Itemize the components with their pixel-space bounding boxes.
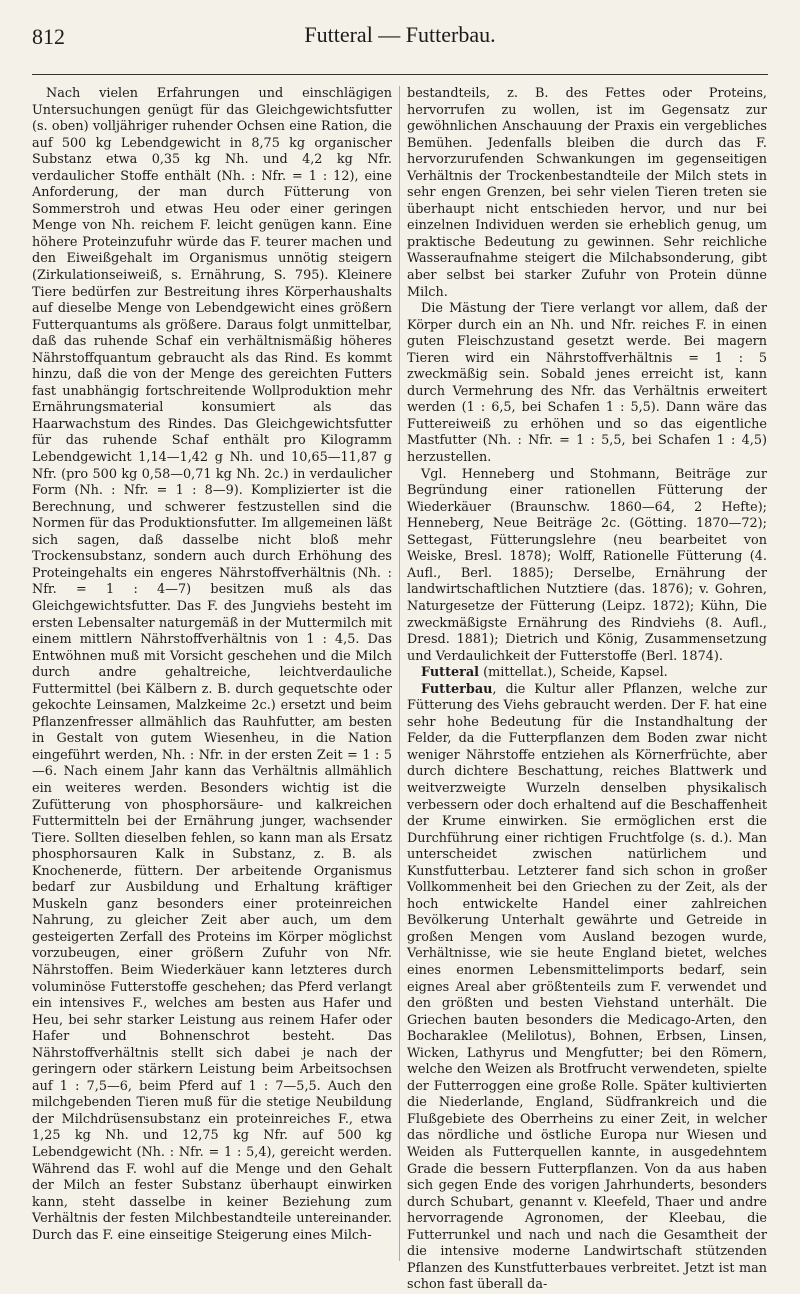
paragraph-continuation: bestandteils, z. B. des Fettes oder Proteins, hervorrufen zu wollen, ist im Gegensatz zur gewöhnlichen Anschauung der Praxis ein vergebliches Bemühen. Jedenfalls bleiben die durch das F. hervorzurufenden Schwankungen im gegenseitigen Verhältnis der Trockenbestandteile der Milch stets in sehr engen Grenzen, bei sehr vielen Tieren treten sie überhaupt nicht entschieden hervor, und nur bei einzelnen Individuen werden sie erheblich genug, um praktische Bedeutung zu gewinnen. Sehr reichliche Wasseraufnahme steigert die Milchabsonderung, gibt aber selbst bei starker Zufuhr von Protein dünne Milch.	[407, 86, 767, 300]
entry-futterbau-body: , die Kultur aller Pflanzen, welche zur Fütterung des Viehs gebraucht werden. Der F. hat eine sehr hohe Bedeutung für die Instandhaltung der Felder, da die Futterpflanzen dem Boden zwar nicht weniger Nährstoffe entziehen als Körnerfrüchte, aber durch dichtere Beschattung, reiches Blattwerk und weitverzweigte Wurzeln denselben physikalisch verbessern oder doch erhaltend auf die Beschaffenheit der Krume einwirken. Sie ermöglichen erst die Durchführung einer richtigen Fruchtfolge (s. d.). Man unterscheidet zwischen natürlichem und Kunstfutterbau. Letzterer fand sich schon in großer Vollkommenheit bei den Griechen zu der Zeit, als der hoch entwickelte Handel einer zahlreichen Bevölkerung Unterhalt gewährte und Getreide in großen Mengen vom Ausland bezogen wurde, Verhältnisse, wie sie heute England bietet, welches eines enormen Lebensmittelimports bedarf, sein eignes Areal aber größtenteils zum F. verwendet und den größten und besten Viehstand unterhält. Die Griechen bauten besonders die Medicago-Arten, den Bocharaklee (Melilotus), Bohnen, Erbsen, Linsen, Wicken, Lathyrus und Mengfutter; bei den Römern, welche den Weizen als Brotfrucht verwendeten, spielte der Futterroggen eine große Rolle. Später kultivierten die Niederlande, England, Südfrankreich und die Flußgebiete des Oberrheins zu einer Zeit, in welcher das nördliche und östliche Europa nur Wiesen und Weiden als Futterquellen kannte, in ausgedehntem Grade die bessern Futterpflanzen. Von da aus haben sich gegen Ende des vorigen Jahrhunderts, besonders durch Schubart, genannt v. Kleefeld, Thaer und andre hervorragende Agronomen, der Kleebau, die Futterrunkel und nach und nach die Gesamtheit der die intensive moderne Landwirtschaft stützenden Pflanzen des Kunstfutterbaues verbreitet. Jetzt ist man schon fast überall da-	[407, 681, 767, 1293]
page-header	[32, 14, 768, 54]
entry-futteral-body: (mittellat.), Scheide, Kapsel.	[479, 665, 668, 681]
header-rule	[32, 74, 768, 75]
paragraph-feeding-norms: Nach vielen Erfahrungen und einschlägigen Untersuchungen genügt für das Gleichgewichtsfutter (s. oben) volljähriger ruhender Ochsen eine Ration, die auf 500 kg Lebendgewicht in 8,75 kg organischer Substanz etwa 0,35 kg Nh. und 4,2 kg Nfr. verdaulicher Stoffe enthält (Nh. : Nfr. = 1 : 12), eine Anforderung, der man durch Fütterung von Sommerstroh und etwas Heu oder einer geringen Menge von Nh. reichem F. leicht genügen kann. Eine höhere Proteinzufuhr würde das F. teurer machen und den Eiweißgehalt im Organismus unnötig steigern (Zirkulationseiweiß, s. Ernährung, S. 795). Kleinere Tiere bedürfen zur Bestreitung ihres Körperhaushalts auf dieselbe Menge von Lebendgewicht eines größern Futterquantums als größere. Daraus folgt unmittelbar, daß das ruhende Schaf ein verhältnismäßig höheres Nährstoffquantum gebraucht als das Rind. Es kommt hinzu, daß die von der Menge des gereichten Futters fast unabhängig fortschreitende Wollproduktion mehr Ernährungsmaterial konsumiert als das Haarwachstum des Rindes. Das Gleichgewichtsfutter für das ruhende Schaf enthält pro Kilogramm Lebendgewicht 1,14—1,42 g Nh. und 10,65—11,87 g Nfr. (pro 500 kg 0,58—0,71 kg Nh. 2c.) in verdaulicher Form (Nh. : Nfr. = 1 : 8—9). Komplizierter ist die Berechnung, und schwerer festzustellen sind die Normen für das Produktionsfutter. Im allgemeinen läßt sich sagen, daß dasselbe nicht bloß mehr Trockensubstanz, sondern auch durch Erhöhung des Proteingehalts ein engeres Nährstoffverhältnis (Nh. : Nfr. = 1 : 4—7) besitzen muß als das Gleichgewichtsfutter. Das F. des Jungviehs besteht im ersten Lebensalter naturgemäß in der Muttermilch mit einem mittlern Nährstoffverhältnis von 1 : 4,5. Das Entwöhnen muß mit Vorsicht geschehen und die Milch durch andre gehaltreiche, leichtverdauliche Futtermittel (bei Kälbern z. B. durch gequetschte oder gekochte Leinsamen, Malzkeime 2c.) ersetzt und beim Pflanzenfresser allmählich das Rauhfutter, am besten in Gestalt von gutem Wiesenheu, in die Nation eingeführt werden, Nh. : Nfr. in der ersten Zeit = 1 : 5—6. Nach einem Jahr kann das Verhältnis allmählich ein weiteres werden. Besonders wichtig ist die Zufütterung von phosphorsäure- und kalkreichen Futtermitteln bei der Ernährung junger, wachsender Tiere. Sollten dieselben fehlen, so kann man als Ersatz phosphorsauren Kalk in Substanz, z. B. als Knochenerde, füttern. Der arbeitende Organismus bedarf zur Ausbildung und Erhaltung kräftiger Muskeln ganz besonders einer proteinreichen Nahrung, zu gleicher Zeit aber auch, um dem gesteigerten Zerfall des Proteins im Körper möglichst vorzubeugen, einer größern Zufuhr von Nfr. Nährstoffen. Beim Wiederkäuer kann letzteres durch voluminöse Futterstoffe geschehen; das Pferd verlangt ein intensives F., welches am besten aus Hafer und Heu, bei sehr starker Leistung aus reinem Hafer oder Hafer und Bohnenschrot besteht. Das Nährstoffverhältnis stellt sich dabei je nach der geringern oder stärkern Leistung beim Arbeitsochsen auf 1 : 7,5—6, beim Pferd auf 1 : 7—5,5. Auch den milchgebenden Tieren muß für die stetige Neubildung der Milchdrüsensubstanz ein proteinreiches F., etwa 1,25 kg Nh. und 12,75 kg Nfr. auf 500 kg Lebendgewicht (Nh. : Nfr. = 1 : 5,4), gereicht werden. Während das F. wohl auf die Menge und den Gehalt der Milch an fester Substanz überhaupt einwirken kann, steht dasselbe in keiner Beziehung zum Verhältnis der festen Milchbestandteile untereinander. Durch das F. eine einseitige Steigerung eines Milch-	[32, 86, 392, 1243]
running-title: Futteral — Futterbau.	[304, 22, 496, 47]
right-column	[407, 86, 767, 1293]
entry-futteral	[407, 665, 767, 682]
headword-futterbau: Futterbau	[421, 681, 493, 697]
page-number: 812	[32, 24, 65, 49]
column-divider	[399, 86, 400, 1261]
entry-futterbau	[407, 682, 767, 1294]
headword-futteral: Futteral	[421, 665, 480, 681]
paragraph-fattening: Die Mästung der Tiere verlangt vor allem, daß der Körper durch ein an Nh. und Nfr. reiches F. in einen guten Fleischzustand gesetzt werde. Bei magern Tieren wird ein Nährstoffverhältnis = 1 : 5 zweckmäßig sein. Sobald jenes erreicht ist, kann durch Vermehrung des Nfr. das Verhältnis erweitert werden (1 : 6,5, bei Schafen 1 : 5,5). Dann wäre das Futtereiweiß zu erhöhen und so das eigentliche Mastfutter (Nh. : Nfr. = 1 : 5,5, bei Schafen 1 : 4,5) herzustellen.	[407, 301, 767, 466]
paragraph-references: Vgl. Henneberg und Stohmann, Beiträge zur Begründung einer rationellen Fütterung der Wiederkäuer (Braunschw. 1860—64, 2 Hefte); Henneberg, Neue Beiträge 2c. (Götting. 1870—72); Settegast, Fütterungslehre (neu bearbeitet von Weiske, Bresl. 1878); Wolff, Rationelle Fütterung (4. Aufl., Berl. 1885); Derselbe, Ernährung der landwirtschaftlichen Nutztiere (das. 1876); v. Gohren, Naturgesetze der Fütterung (Leipz. 1872); Kühn, Die zweckmäßigste Ernährung des Rindviehs (8. Aufl., Dresd. 1881); Dietrich und König, Zusammensetzung und Verdaulichkeit der Futterstoffe (Berl. 1874).	[407, 466, 767, 664]
left-column	[32, 86, 392, 1266]
